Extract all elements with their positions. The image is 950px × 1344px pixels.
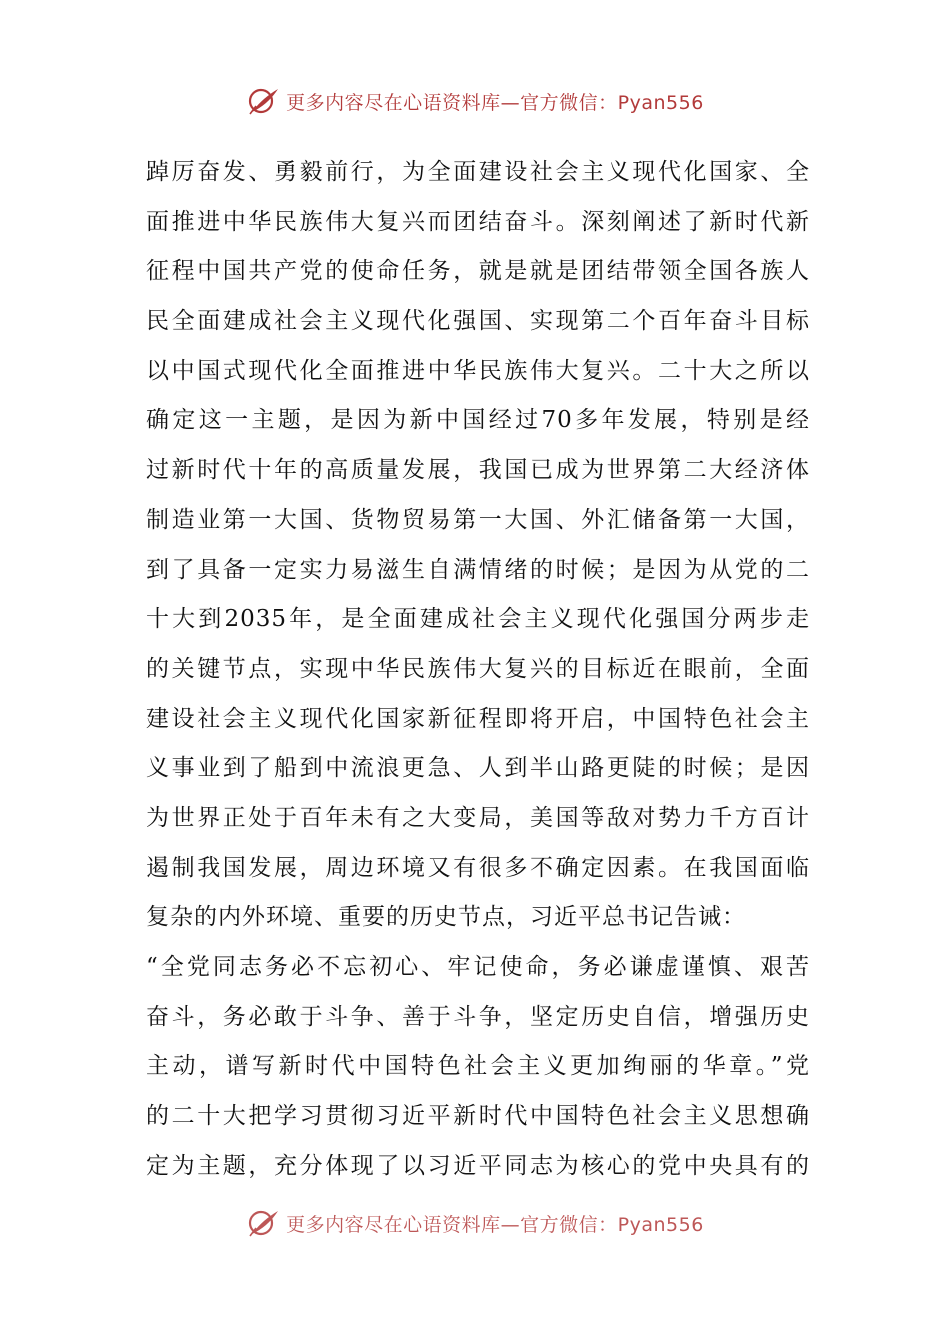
text-line: 到了具备一定实力易滋生自满情绪的时候；是因为从党的二 bbox=[146, 556, 810, 583]
text-line: 奋斗，务必敢于斗争、善于斗争，坚定历史自信，增强历史 bbox=[146, 1003, 810, 1030]
header-watermark-text: 更多内容尽在心语资料库—官方微信：Pyan556 bbox=[286, 91, 704, 114]
text-line: 面推进中华民族伟大复兴而团结奋斗。深刻阐述了新时代新 bbox=[146, 208, 810, 235]
feather-logo-icon bbox=[246, 1208, 280, 1238]
text-line: 的关键节点，实现中华民族伟大复兴的目标近在眼前，全面 bbox=[146, 655, 810, 682]
footer-watermark-text: 更多内容尽在心语资料库—官方微信：Pyan556 bbox=[286, 1213, 704, 1236]
text-line: 过新时代十年的高质量发展，我国已成为世界第二大经济体 bbox=[146, 457, 810, 484]
text-line: 制造业第一大国、货物贸易第一大国、外汇储备第一大国， bbox=[146, 506, 810, 533]
header-watermark bbox=[0, 86, 950, 116]
text-line: 的二十大把学习贯彻习近平新时代中国特色社会主义思想确 bbox=[146, 1103, 810, 1130]
text-line: 征程中国共产党的使命任务，就是就是团结带领全国各族人 bbox=[146, 258, 810, 285]
text-line: 义事业到了船到中流浪更急、人到半山路更陡的时候；是因 bbox=[146, 755, 810, 782]
text-line: 主动，谱写新时代中国特色社会主义更加绚丽的华章。”党 bbox=[146, 1053, 810, 1080]
text-line: 确定这一主题，是因为新中国经过70多年发展，特别是经 bbox=[146, 407, 810, 434]
footer-watermark bbox=[0, 1208, 950, 1238]
text-line: “全党同志务必不忘初心、牢记使命，务必谦虚谨慎、艰苦 bbox=[146, 954, 810, 980]
text-line: 定为主题，充分体现了以习近平同志为核心的党中央具有的 bbox=[146, 1152, 810, 1179]
text-line: 踔厉奋发、勇毅前行，为全面建设社会主义现代化国家、全 bbox=[146, 159, 810, 185]
text-line: 遏制我国发展，周边环境又有很多不确定因素。在我国面临 bbox=[146, 854, 810, 881]
text-line: 十大到2035年，是全面建成社会主义现代化强国分两步走 bbox=[146, 606, 810, 633]
text-line: 建设社会主义现代化国家新征程即将开启，中国特色社会主 bbox=[146, 705, 810, 732]
text-line: 民全面建成社会主义现代化强国、实现第二个百年奋斗目标 bbox=[146, 308, 810, 335]
text-line: 以中国式现代化全面推进中华民族伟大复兴。二十大之所以 bbox=[146, 357, 810, 384]
text-line: 为世界正处于百年未有之大变局，美国等敌对势力千方百计 bbox=[146, 804, 810, 831]
document-body bbox=[146, 148, 810, 1191]
text-line: 复杂的内外环境、重要的历史节点，习近平总书记告诫： bbox=[146, 904, 746, 931]
feather-logo-icon bbox=[246, 86, 280, 116]
